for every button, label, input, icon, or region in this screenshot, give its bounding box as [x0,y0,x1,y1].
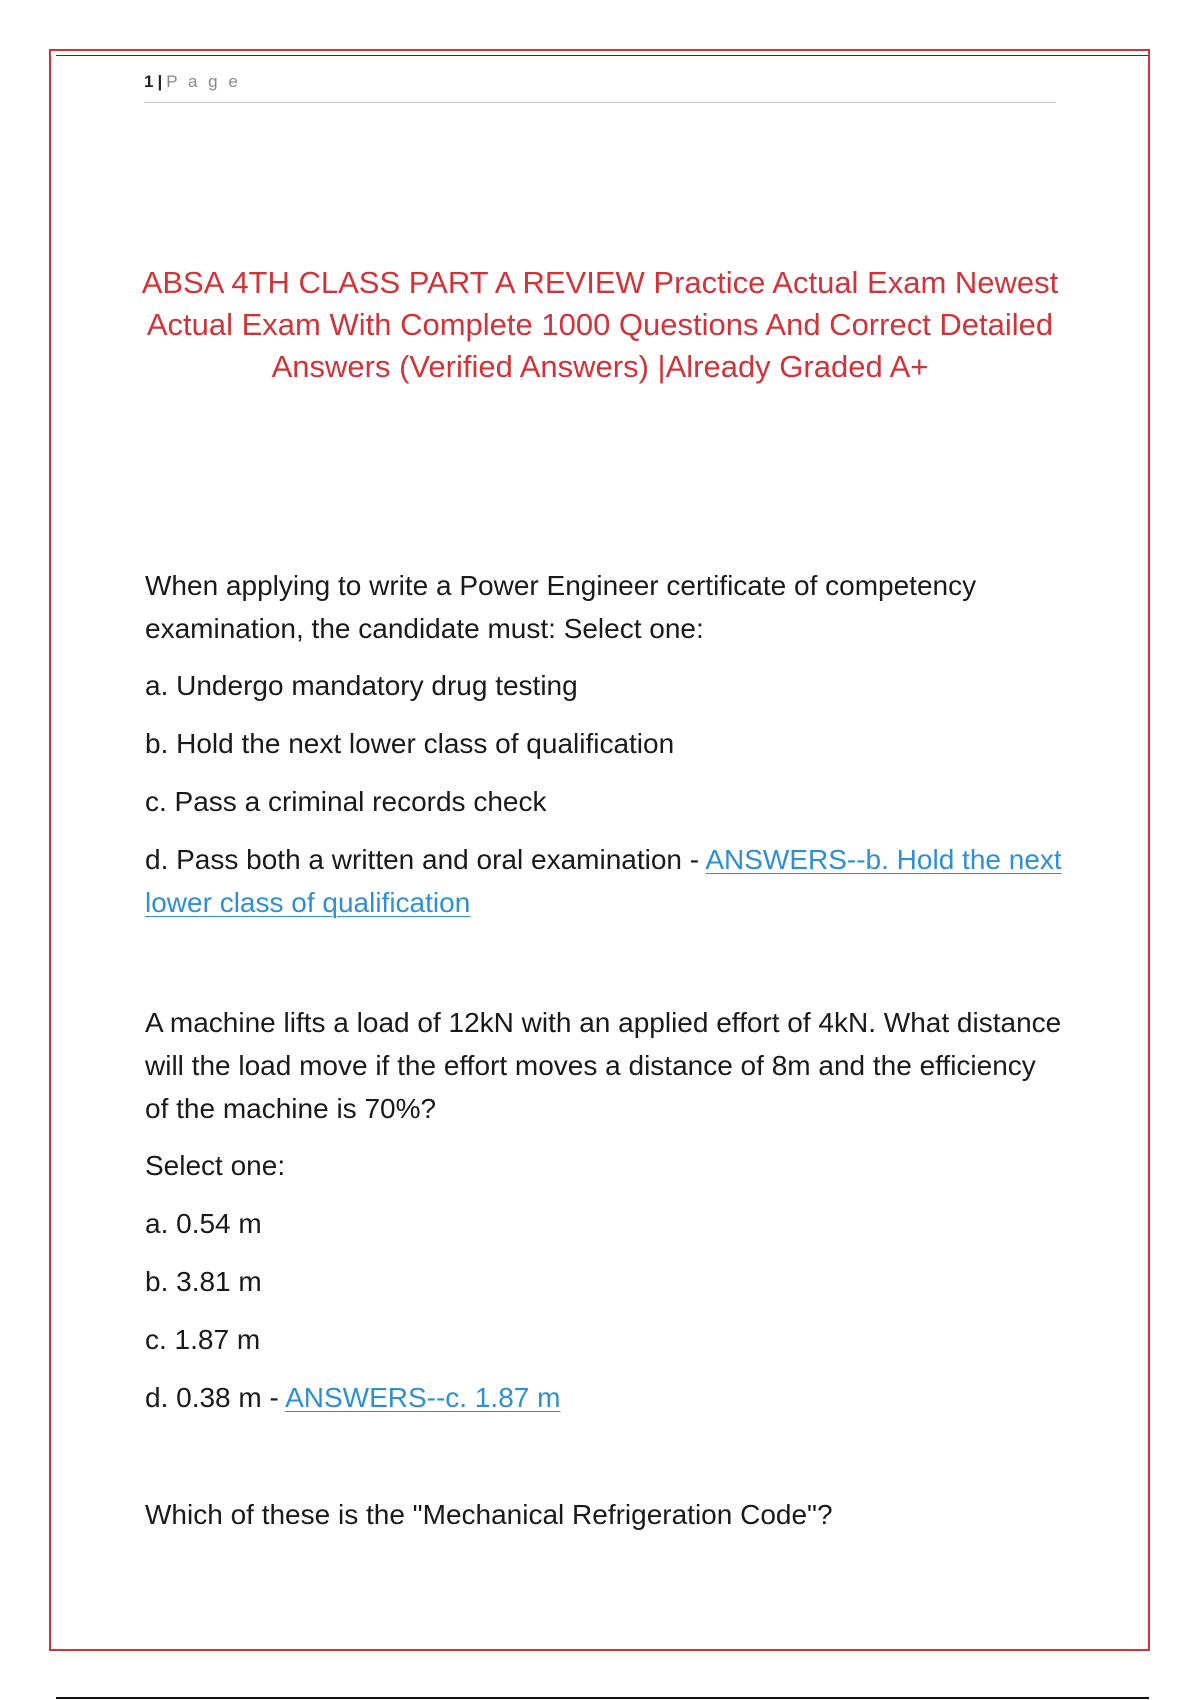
page-header [144,72,1056,103]
bottom-rule [56,1697,1149,1699]
page-label: P a g e [166,72,241,91]
question-1-text: When applying to write a Power Engineer certificate of competency examination, the candidate must: Select one: [145,570,977,644]
question-1-option-d-with-answer [145,838,1065,924]
question-1-option-c: c. Pass a criminal records check [145,786,547,817]
page-number: 1 [144,72,154,91]
question-2-answer-link[interactable]: ANSWERS--c. 1.87 m [285,1382,561,1413]
question-2-option-d-with-answer [145,1376,1065,1419]
question-1-option-a: a. Undergo mandatory drug testing [145,670,578,701]
question-2-prompt: Select one: [145,1150,286,1181]
question-2-option-c: c. 1.87 m [145,1324,261,1355]
page-separator: | [157,72,163,91]
question-2-option-d: d. 0.38 m - [145,1382,286,1413]
question-3-text: Which of these is the "Mechanical Refrigeration Code"? [145,1499,833,1530]
question-2-option-a: a. 0.54 m [145,1208,262,1239]
question-2-option-b: b. 3.81 m [145,1266,262,1297]
question-1-option-d: d. Pass both a written and oral examination - [145,844,706,875]
question-2-text: A machine lifts a load of 12kN with an applied effort of 4kN. What distance will the load move if the effort moves a distance of 8m and the efficiency of the machine is 70%? [145,1007,1062,1124]
question-1-answer-link[interactable]: ANSWERS--b. Hold the next lower class of qualification [145,844,1062,918]
question-1-option-b: b. Hold the next lower class of qualification [145,728,675,759]
document-title: ABSA 4TH CLASS PART A REVIEW Practice Actual Exam Newest Actual Exam With Complete 1000 Questions And Correct Detailed Answers (Verified Answers) |Already Graded A+ [141,265,1059,384]
